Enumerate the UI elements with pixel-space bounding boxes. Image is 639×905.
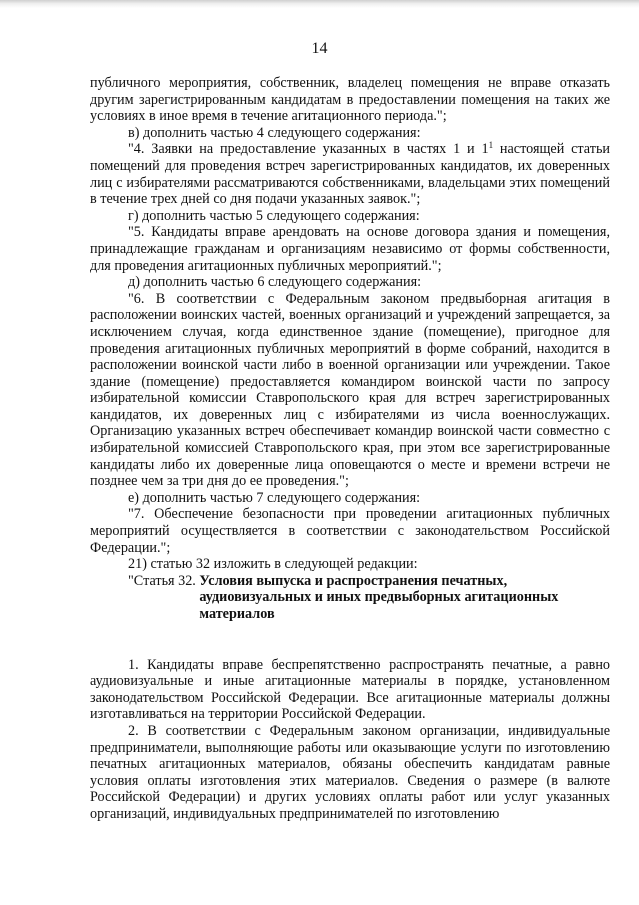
paragraph-part-6: "6. В соответствии с Федеральным законом предвыборная агитация в расположении воинских частей, военных организаций и учреждений запрещается, за исключением случая, когда единственное здание (помещение), пригодное для проведения агитационных публичных мероприятий в форме собраний, находится в расположении воинской части либо в военной организации или учреждении. Такое здание (помещение) предоставляется командиром воинской части по запросу избирательной комиссии Ставропольского края для встреч зарегистрированных кандидатов, их доверенных лиц с избирателями из числа военнослужащих. Организацию указанных встреч обеспечивает командир воинской части совместно с избирательной комиссией Ставропольского края, при этом все зарегистрированные кандидаты либо их доверенные лица оповещаются о месте и времени встречи не позднее чем за три дня до ее проведения."; (90, 290, 610, 490)
paragraph-amend-g: г) дополнить частью 5 следующего содержания: (128, 207, 420, 224)
paragraph-article-32-part-1: 1. Кандидаты вправе беспрепятственно распространять печатные, а равно аудиовизуальные и иные агитационные материалы в порядке, установленном законодательством Российской Федерации. Все агитационные материалы должны изготавливаться на территории Российской Федерации. (90, 656, 610, 723)
paragraph-part-5: "5. Кандидаты вправе арендовать на основе договора здания и помещения, принадлежащие гражданам и организациям независимо от формы собственности, для проведения агитационных публичных мероприятий."; (90, 224, 610, 274)
paragraph-part-7: "7. Обеспечение безопасности при проведении агитационных публичных мероприятий осуществляется в соответствии с законодательством Российской Федерации."; (90, 506, 610, 556)
article-32-prefix: "Статья 32. (128, 572, 200, 589)
scan-top-edge (0, 0, 639, 8)
paragraph-item-21: 21) статью 32 изложить в следующей редакции: (128, 556, 418, 573)
document-body (90, 75, 610, 823)
article-32-heading (90, 573, 610, 623)
paragraph-continuation: публичного мероприятия, собственник, владелец помещения не вправе отказать другим зарегистрированным кандидатам в предоставлении помещения на таких же условиях в иное время в течение агитационного периода."; (90, 75, 610, 125)
paragraph-amend-d: д) дополнить частью 6 следующего содержания: (128, 274, 422, 291)
paragraph-amend-e: е) дополнить частью 7 следующего содержания: (128, 489, 421, 506)
section-gap (90, 623, 610, 657)
paragraph-amend-v: в) дополнить частью 4 следующего содержания: (128, 124, 421, 141)
part-4-superscript: 1 (488, 140, 494, 151)
page-number: 14 (311, 40, 328, 57)
article-32-title: Условия выпуска и распространения печатных, аудиовизуальных и иных предвыборных агитационных материалов (199, 572, 559, 622)
part-4-prefix: "4. Заявки на предоставление указанных в частях 1 и 1 (128, 141, 489, 158)
paragraph-article-32-part-2: 2. В соответствии с Федеральным законом организации, индивидуальные предприниматели, выполняющие работы или оказывающие услуги по изготовлению печатных агитационных материалов, обязаны обеспечить кандидатам равные условия оплаты изготовления этих материалов. Сведения о размере (в валюте Российской Федерации) и других условиях оплаты работ или услуг указанных организаций, индивидуальных предпринимателей по изготовлению (90, 722, 610, 822)
part-4-text: настоящей статьи помещений для проведения встреч зарегистрированных кандидатов, их доверенных лиц с избирателями рассматриваются собственниками, владельцами этих помещений в течение трех дней со дня подачи указанных заявок."; (90, 141, 611, 208)
paragraph-part-4 (90, 141, 610, 207)
